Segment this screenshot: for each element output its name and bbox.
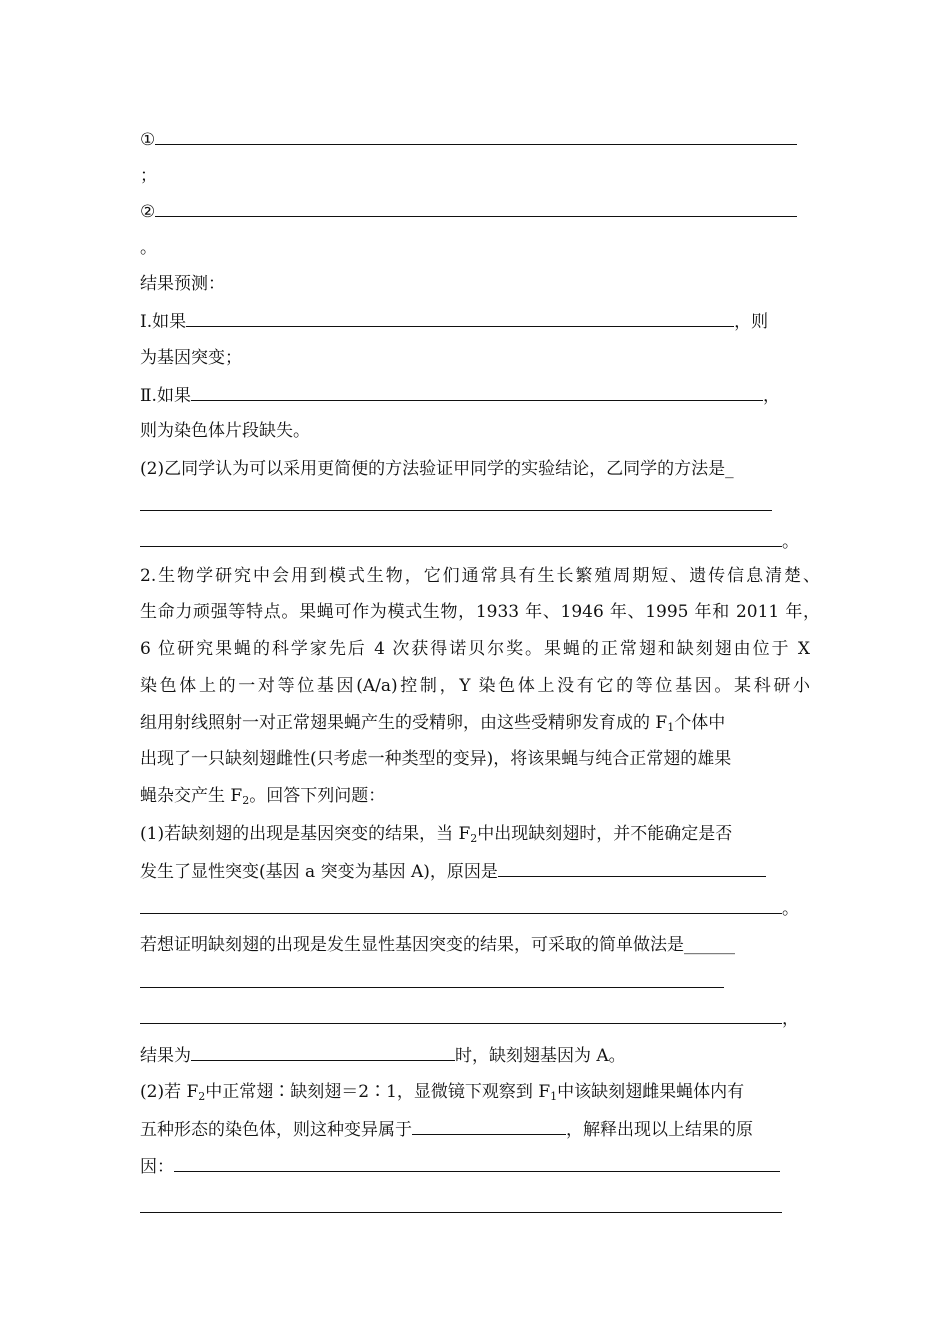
result-2-prefix: Ⅱ.如果 <box>140 386 191 406</box>
answer-line[interactable] <box>140 510 772 511</box>
problem-2-line-6: 出现了一只缺刻翅雌性(只考虑一种类型的变异)，将该果蝇与纯合正常翅的雄果 <box>140 749 732 769</box>
result-heading: 结果预测： <box>140 274 225 294</box>
problem-2-q1-line-3: 。 <box>140 897 799 920</box>
problem-2-line-7: 蝇杂交产生 $F_2$。回答下列问题： <box>140 786 386 807</box>
answer-blank[interactable] <box>155 200 797 217</box>
answer-blank[interactable] <box>186 310 734 327</box>
problem-2-q2-line-1: (2)若 $F_2$中正常翅∶缺刻翅＝2∶1，显微镜下观察到 $F_1$中该缺刻翅雌果蝇体内有 <box>140 1082 745 1103</box>
period-mark: 。 <box>140 238 157 258</box>
answer-blank[interactable] <box>191 1044 455 1061</box>
result-1-conclusion: 为基因突变； <box>140 348 242 368</box>
problem-2-q1-line-6: ， <box>140 1007 799 1030</box>
item-1-line <box>140 128 797 151</box>
question-2-text: (2)乙同学认为可以采用更简便的方法验证甲同学的实验结论，乙同学的方法是_ <box>140 459 734 479</box>
answer-blank[interactable] <box>140 530 782 547</box>
answer-blank[interactable] <box>155 128 797 145</box>
semicolon: ； <box>140 166 157 186</box>
problem-2-q1-line-4: 若想证明缺刻翅的出现是发生显性基因突变的结果，可采取的简单做法是______ <box>140 935 735 955</box>
result-2-suffix: ， <box>762 386 780 406</box>
answer-blank[interactable] <box>498 860 766 877</box>
result-2-conclusion: 则为染色体片段缺失。 <box>140 421 310 441</box>
answer-blank[interactable] <box>140 897 782 914</box>
circled-2: ② <box>140 202 156 222</box>
result-1-suffix: ，则 <box>734 312 769 332</box>
problem-2-q1-line-7: 结果为 时，缺刻翅基因为 A。 <box>140 1046 626 1066</box>
result-2-line <box>140 384 780 407</box>
problem-2-q2-line-2: 五种形态的染色体，则这种变异属于 ，解释出现以上结果的原 <box>140 1120 753 1140</box>
problem-2-q1-line-2: 发生了显性突变(基因 a 突变为基因 A)，原因是 <box>140 860 766 883</box>
result-1-prefix: Ⅰ.如果 <box>140 312 187 332</box>
answer-blank[interactable] <box>191 384 763 401</box>
problem-2-line-4: 染色体上的一对等位基因(A/a)控制，Y 染色体上没有它的等位基因。某科研小 <box>140 676 810 696</box>
answer-blank[interactable] <box>412 1118 566 1135</box>
problem-2-line-3: 6 位研究果蝇的科学家先后 4 次获得诺贝尔奖。果蝇的正常翅和缺刻翅由位于 X <box>140 639 810 659</box>
problem-2-line-5: 组用射线照射一对正常翅果蝇产生的受精卵，由这些受精卵发育成的 $F_1$个体中 <box>140 713 726 734</box>
circled-1: ① <box>140 130 156 150</box>
problem-2-line-2: 生命力顽强等特点。果蝇可作为模式生物，1933 年、1946 年、1995 年和 2011 年， <box>140 602 820 622</box>
problem-2-line-1: 2.生物学研究中会用到模式生物，它们通常具有生长繁殖周期短、遗传信息清楚、 <box>140 566 820 586</box>
problem-2-q2-line-3: 因： <box>140 1155 780 1178</box>
answer-line[interactable] <box>140 1212 782 1213</box>
answer-blank[interactable] <box>140 1007 782 1024</box>
answer-line-end <box>140 530 799 553</box>
answer-blank[interactable] <box>174 1155 780 1172</box>
answer-line[interactable] <box>140 987 724 988</box>
problem-2-q1-line-1: (1)若缺刻翅的出现是基因突变的结果，当 $F_2$中出现缺刻翅时，并不能确定是否 <box>140 824 733 845</box>
result-1-line <box>140 310 768 333</box>
item-2-line <box>140 200 797 223</box>
end-period: 。 <box>782 532 799 552</box>
